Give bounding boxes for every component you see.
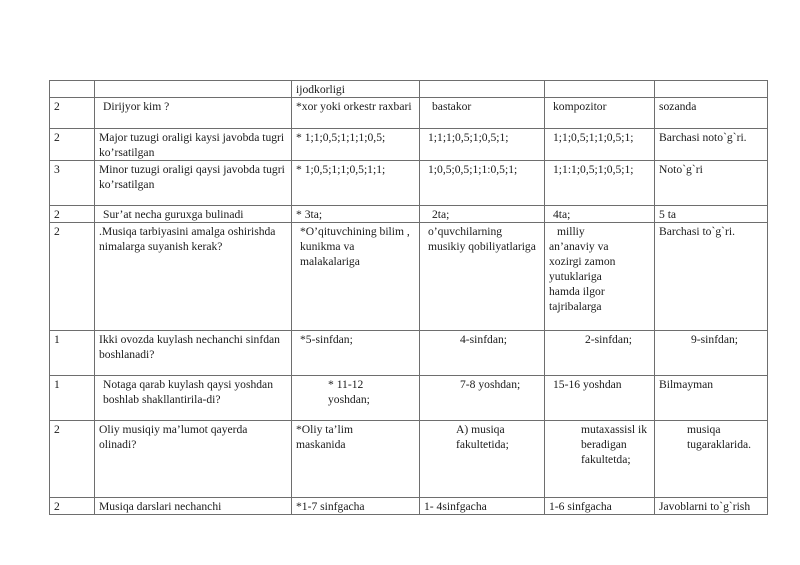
answer-c-cell: 1;1;0,5;1;1;0,5;1; — [545, 129, 655, 161]
answer-c-cell: 4ta; — [545, 206, 655, 223]
answer-d-cell — [655, 421, 768, 498]
question-cell: Notaga qarab kuylash qaysi yoshdan boshlab shakllantirila-di? — [95, 376, 292, 421]
row-number — [50, 81, 95, 98]
answer-a-cell — [292, 421, 420, 498]
row-number: 2 — [50, 129, 95, 161]
answer-d-cell: Barchasi noto`g`ri. — [655, 129, 768, 161]
answer-a-cell: *1-7 sinfgacha — [292, 498, 420, 515]
answer-c-text: milliy an’anaviy va xozirgi zamon yutuklariga hamda ilgor tajribalarga — [549, 225, 616, 313]
row-number: 2 — [50, 98, 95, 129]
answer-a-cell: *5-sinfdan; — [292, 331, 420, 376]
table-row — [50, 376, 768, 421]
table-row — [50, 206, 768, 223]
row-number: 1 — [50, 331, 95, 376]
answer-d-cell: Barchasi to`g`ri. — [655, 223, 768, 331]
question-cell: Ikki ovozda kuylash nechanchi sinfdan boshlanadi? — [95, 331, 292, 376]
row-number: 2 — [50, 223, 95, 331]
table-row — [50, 129, 768, 161]
question-cell: Oliy musiqiy ma’lumot qayerda olinadi? — [95, 421, 292, 498]
answer-a-cell: *O’qituvchining bilim , kunikma va malakalariga — [292, 223, 420, 331]
row-number: 2 — [50, 206, 95, 223]
table-row — [50, 223, 768, 331]
answer-b-cell: o’quvchilarning musikiy qobiliyatlariga — [420, 223, 545, 331]
answer-c-cell: 1;1:1;0,5;1;0,5;1; — [545, 161, 655, 206]
answer-d-cell: Noto`g`ri — [655, 161, 768, 206]
question-cell: Musiqa darslari nechanchi — [95, 498, 292, 515]
question-cell: Minor tuzugi oraligi qaysi javobda tugri ko’rsatilgan — [95, 161, 292, 206]
answer-d-cell: Javoblarni to`g`rish — [655, 498, 768, 515]
answer-b-cell: 1;1;1;0,5;1;0,5;1; — [420, 129, 545, 161]
answer-c-text: mutaxassisl ik beradigan fakultetda; — [581, 423, 648, 466]
row-number: 2 — [50, 498, 95, 515]
answer-d-cell: 9-sinfdan; — [655, 331, 768, 376]
answer-c-cell — [545, 81, 655, 98]
answer-c-cell: 1-6 sinfgacha — [545, 498, 655, 515]
row-number: 1 — [50, 376, 95, 421]
table-row — [50, 161, 768, 206]
table-row — [50, 421, 768, 498]
table-row — [50, 331, 768, 376]
answer-b-cell — [420, 421, 545, 498]
answer-c-cell — [545, 421, 655, 498]
row-number: 3 — [50, 161, 95, 206]
answer-a-cell: * 1;1;0,5;1;1;1;0,5; — [292, 129, 420, 161]
answer-b-cell: 1;0,5;0,5;1;1:0,5;1; — [420, 161, 545, 206]
answer-d-text: musiqa tugaraklarida. — [687, 423, 752, 451]
answer-b-cell: 7-8 yoshdan; — [420, 376, 545, 421]
answer-d-cell: Bilmayman — [655, 376, 768, 421]
question-cell: Sur’at necha guruxga bulinadi — [95, 206, 292, 223]
answer-b-cell: 4-sinfdan; — [420, 331, 545, 376]
answer-c-cell: 15-16 yoshdan — [545, 376, 655, 421]
quiz-table — [49, 80, 768, 515]
question-cell: Major tuzugi oraligi kaysi javobda tugri ko’rsatilgan — [95, 129, 292, 161]
answer-d-cell: 5 ta — [655, 206, 768, 223]
table-row — [50, 98, 768, 129]
answer-a-cell — [292, 376, 420, 421]
answer-d-cell: sozanda — [655, 98, 768, 129]
answer-c-cell: 2-sinfdan; — [545, 331, 655, 376]
question-cell: Dirijyor kim ? — [95, 98, 292, 129]
answer-a-cell: * 3ta; — [292, 206, 420, 223]
answer-a-cell: ijodkorligi — [292, 81, 420, 98]
answer-b-cell — [420, 81, 545, 98]
table-row — [50, 498, 768, 515]
answer-b-cell: 1- 4sinfgacha — [420, 498, 545, 515]
table-row — [50, 81, 768, 98]
answer-b-text: A) musiqa fakultetida; — [456, 423, 509, 451]
answer-b-cell: 2ta; — [420, 206, 545, 223]
row-number: 2 — [50, 421, 95, 498]
answer-a-cell: *xor yoki orkestr raxbari — [292, 98, 420, 129]
answer-d-cell — [655, 81, 768, 98]
answer-c-cell: kompozitor — [545, 98, 655, 129]
answer-a-text: * 11-12 yoshdan; — [328, 378, 370, 406]
answer-c-cell — [545, 223, 655, 331]
answer-a-cell: * 1;0,5;1;1;0,5;1;1; — [292, 161, 420, 206]
answer-b-cell: bastakor — [420, 98, 545, 129]
question-cell: .Musiqa tarbiyasini amalga oshirishda nimalarga suyanish kerak? — [95, 223, 292, 331]
question-cell — [95, 81, 292, 98]
answer-a-text: *Oliy ta’lim maskanida — [296, 423, 353, 451]
